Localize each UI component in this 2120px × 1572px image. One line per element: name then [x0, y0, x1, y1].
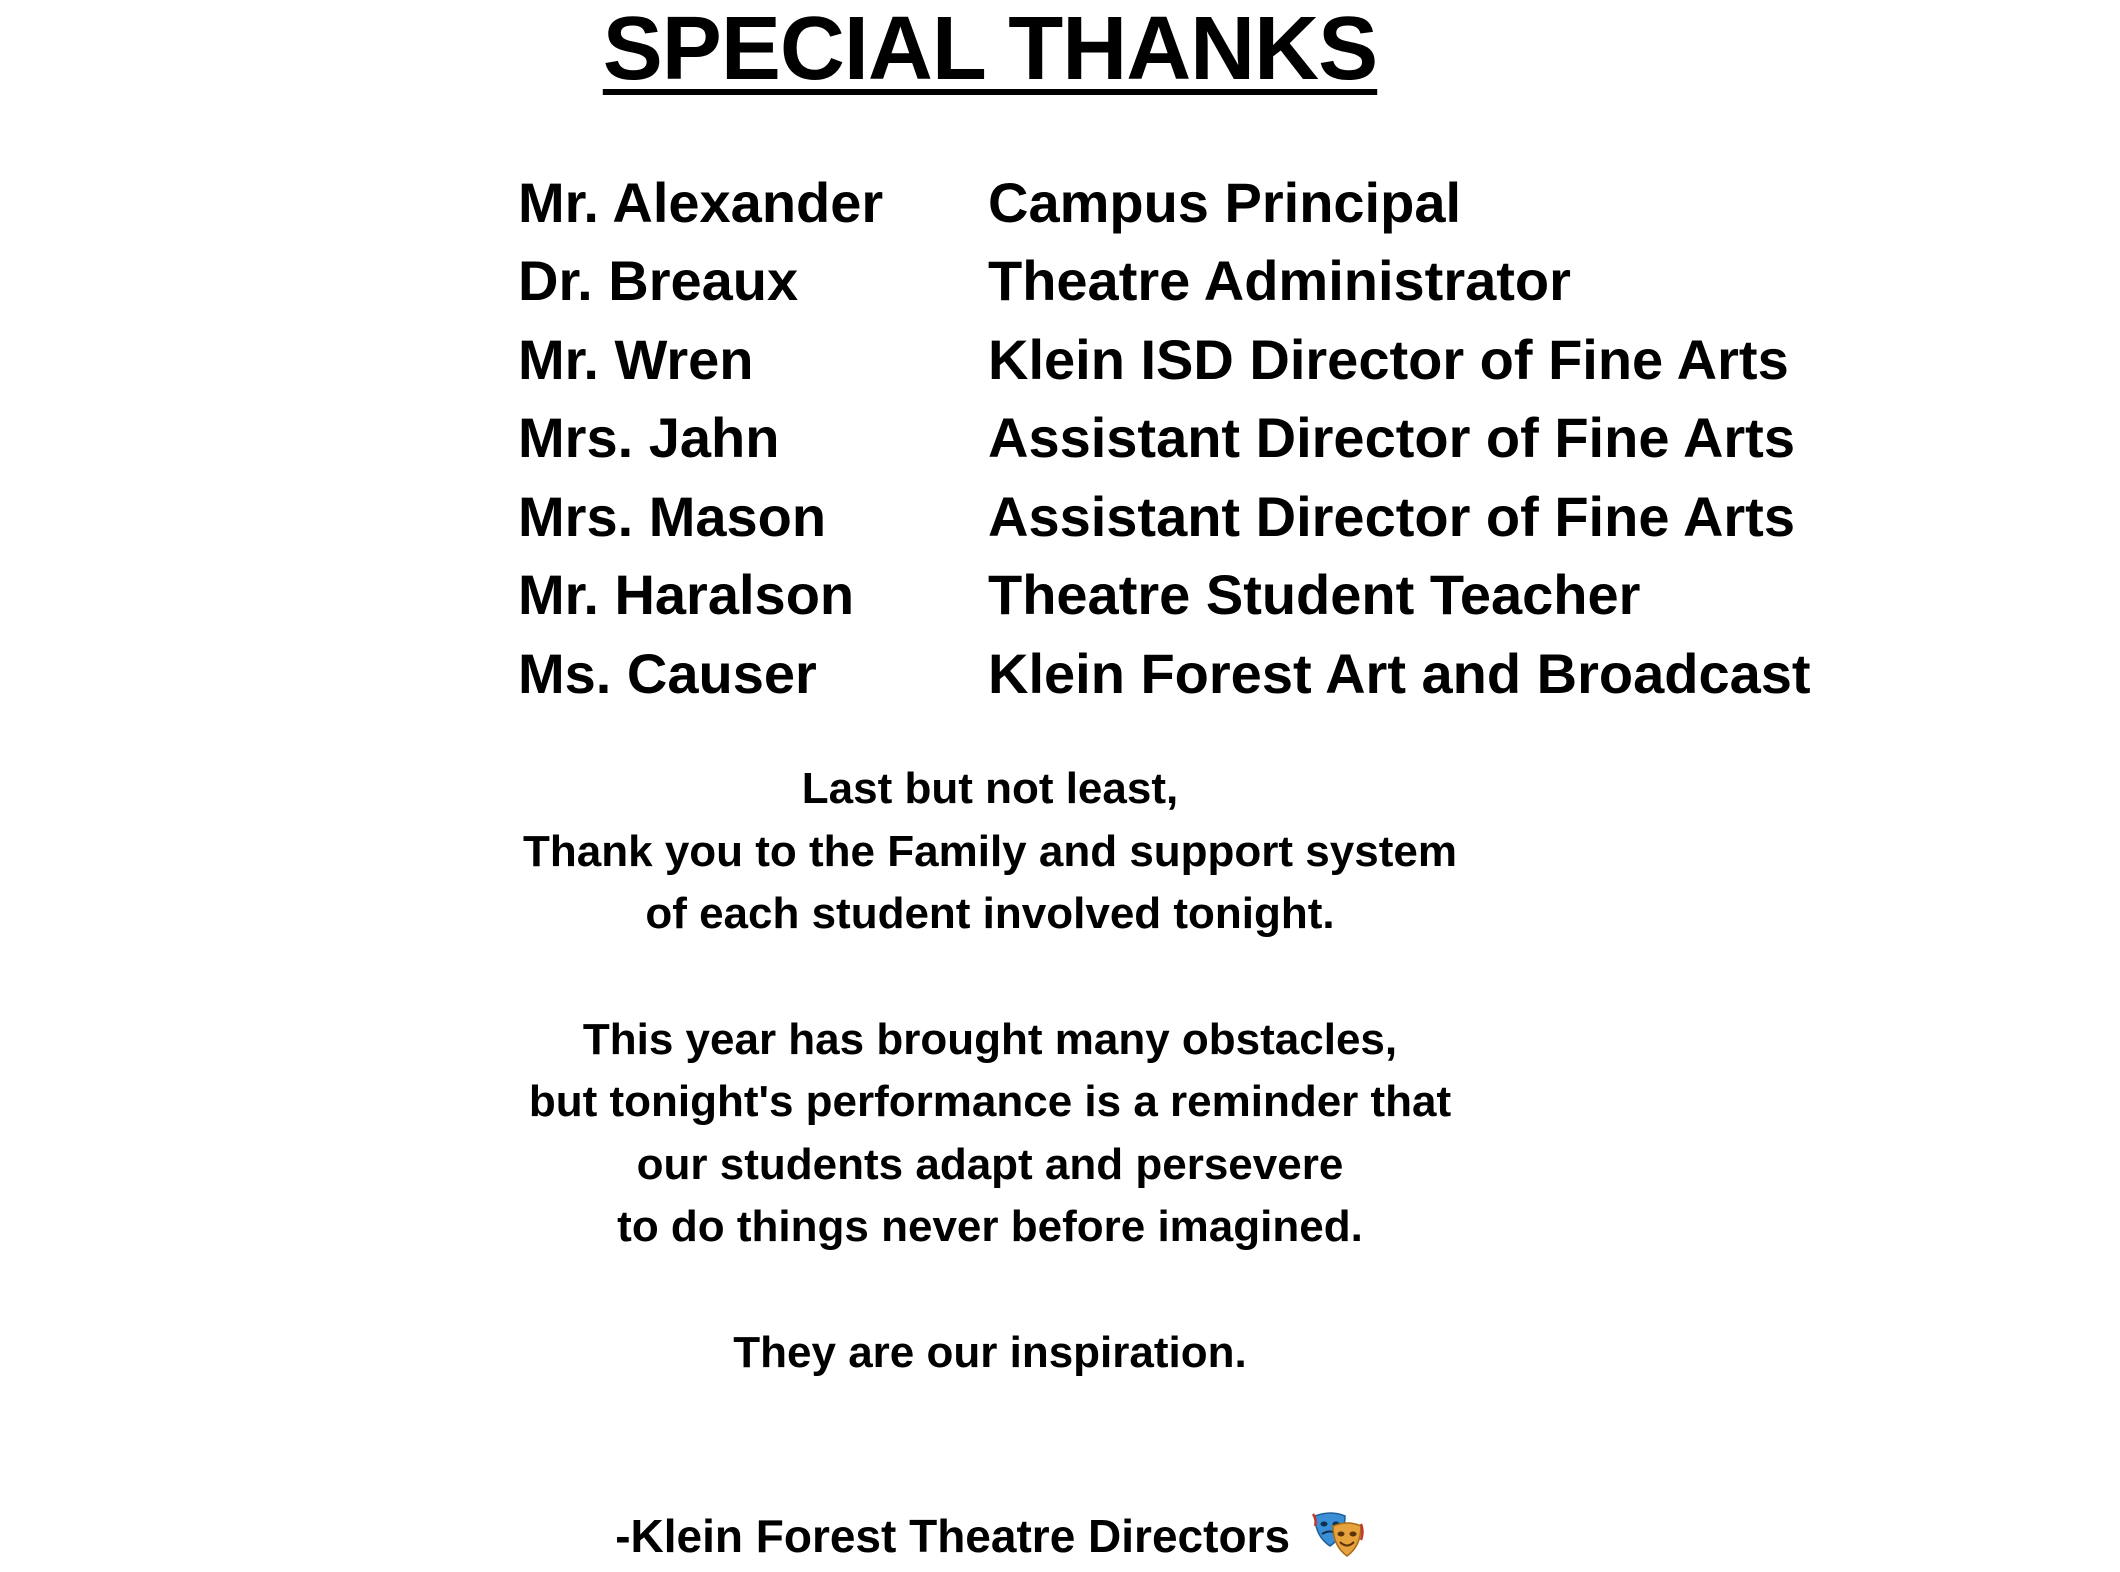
credit-row: [518, 634, 2018, 713]
credit-role: Assistant Director of Fine Arts: [988, 484, 1795, 548]
credit-role: Klein ISD Director of Fine Arts: [988, 327, 1789, 391]
credit-row: [518, 242, 2018, 321]
family-paragraph: [0, 758, 1980, 946]
credit-name: Mr. Alexander: [518, 170, 884, 234]
credit-name: Ms. Causer: [518, 641, 817, 705]
message-line: of each student involved tonight.: [645, 889, 1335, 938]
message-line: to do things never before imagined.: [617, 1202, 1363, 1251]
credit-row: [518, 399, 2018, 478]
credit-row: [518, 320, 2018, 399]
year-paragraph: [0, 1009, 1980, 1259]
message-line: This year has brought many obstacles,: [582, 1014, 1398, 1064]
credit-role: Assistant Director of Fine Arts: [988, 406, 1795, 470]
signature-text: -Klein Forest Theatre Directors: [615, 1510, 1291, 1562]
message-line: but tonight's performance is a reminder that: [528, 1077, 1452, 1126]
title-text: SPECIAL THANKS: [602, 0, 1378, 99]
thank-you-message: [0, 758, 1980, 1447]
credit-role: Campus Principal: [988, 170, 1462, 234]
message-line: Last but not least,: [801, 764, 1179, 813]
message-line: our students adapt and persevere: [636, 1139, 1344, 1189]
page-title: [0, 0, 1980, 104]
credit-name: Mrs. Jahn: [518, 406, 780, 470]
theater-masks-icon: [1311, 1510, 1365, 1560]
inspiration-paragraph: [0, 1322, 1980, 1385]
credits-list: [518, 163, 2018, 713]
credit-role: Theatre Administrator: [988, 249, 1571, 313]
credit-name: Mr. Wren: [518, 327, 754, 391]
credit-role: Theatre Student Teacher: [988, 563, 1641, 627]
credit-row: [518, 556, 2018, 635]
credit-name: Mrs. Mason: [518, 484, 827, 548]
message-line: Thank you to the Family and support system: [523, 826, 1457, 876]
inspiration-line: They are our inspiration.: [733, 1327, 1247, 1377]
credit-row: [518, 477, 2018, 556]
credit-name: Mr. Haralson: [518, 563, 855, 627]
credit-name: Dr. Breaux: [518, 249, 799, 313]
signature: [0, 1508, 1980, 1564]
credit-role: Klein Forest Art and Broadcast: [988, 641, 1811, 705]
credit-row: [518, 163, 2018, 242]
